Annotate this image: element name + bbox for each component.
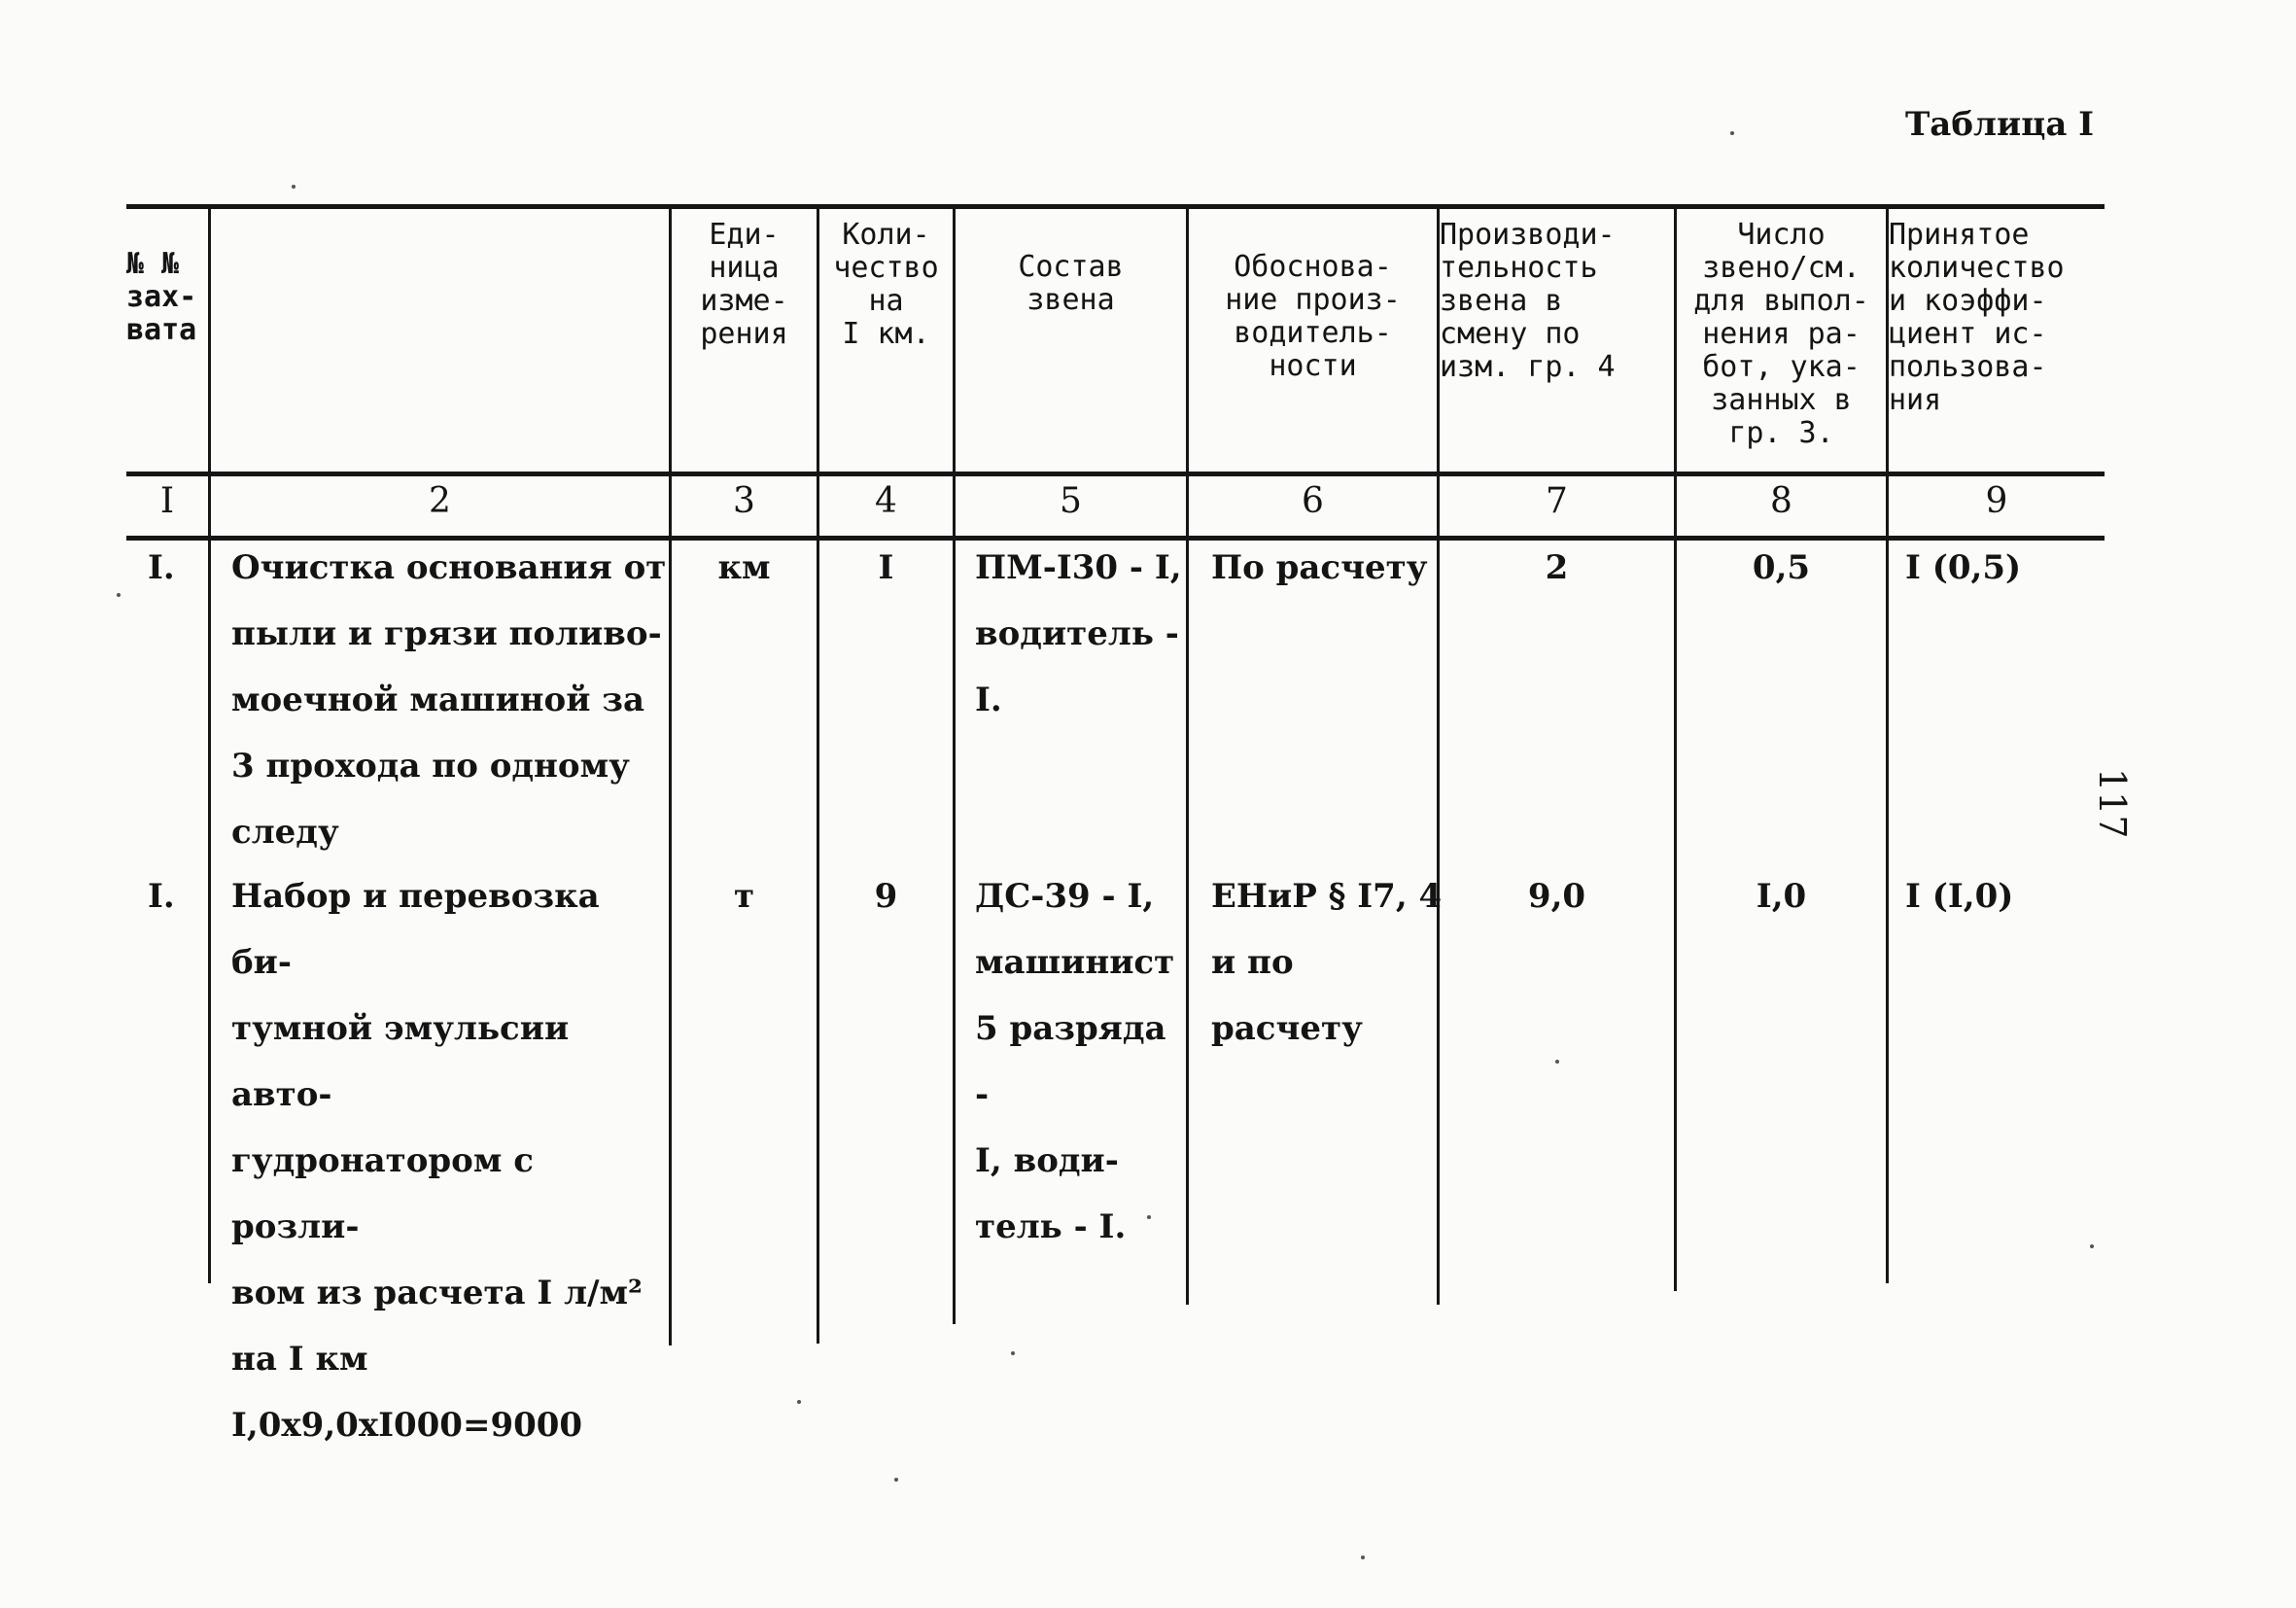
column-number: 2 <box>429 481 451 521</box>
scan-speck <box>292 185 296 189</box>
scan-speck <box>117 593 121 597</box>
column-divider <box>817 206 819 1344</box>
accepted-value: I (I,0) <box>1905 877 2014 916</box>
header-quantity: Коли- чество на I км. <box>833 218 939 351</box>
scan-speck <box>1147 1215 1151 1219</box>
header-shifts: Число звено/см. для выпол- нения ра- бот, ука- занных в гр. 3. <box>1693 218 1869 450</box>
productivity-value: 2 <box>1545 548 1569 587</box>
work-description: Очистка основания от пыли и грязи поливо- моечной машиной за 3 прохода по одному следу <box>231 548 667 852</box>
quantity-value: I <box>878 548 894 587</box>
column-number: 8 <box>1770 481 1792 521</box>
header-bottom-rule <box>126 472 2105 476</box>
scan-speck <box>2090 1244 2094 1248</box>
crew-value: ПМ-I30 - I, водитель - I. <box>975 548 1182 719</box>
accepted-value: I (0,5) <box>1905 548 2022 587</box>
productivity-value: 9,0 <box>1527 877 1586 916</box>
column-number: 5 <box>1060 481 1082 521</box>
column-divider <box>669 206 672 1346</box>
column-number: 6 <box>1302 481 1324 521</box>
scan-speck <box>1555 1060 1559 1064</box>
unit-value: т <box>733 877 755 916</box>
column-number: 9 <box>1985 481 2008 521</box>
scan-speck <box>1361 1556 1365 1559</box>
header-unit: Еди- ница изме- рения <box>700 218 788 351</box>
scan-speck <box>894 1478 898 1482</box>
column-number: I <box>159 481 175 521</box>
shifts-value: I,0 <box>1756 877 1807 916</box>
basis-value: По расчету <box>1211 548 1428 587</box>
row-number: I. <box>148 877 175 916</box>
column-divider <box>208 206 211 1283</box>
scan-speck <box>1011 1351 1015 1355</box>
quantity-value: 9 <box>874 877 898 916</box>
header-accepted: Принятое количество и коэффи- циент ис- пользова- ния <box>1889 218 2065 417</box>
basis-value: ЕНиР § I7, 4 и по расчету <box>1211 877 1443 1048</box>
row-number: I. <box>148 548 175 587</box>
work-description: Набор и перевозка би- тумной эмульсии авто- гудронатором с розли- вом из расчета I л/м² на I км I,0x9,0xI000=9000 <box>231 877 643 1445</box>
column-number: 4 <box>875 481 897 521</box>
unit-value: км <box>717 548 771 587</box>
column-number: 3 <box>733 481 755 521</box>
header-capture-number: № № зах- вата <box>126 247 197 347</box>
crew-value: ДС-39 - I, машинист 5 разряда - I, води- тель - I. <box>975 877 1175 1246</box>
scan-speck <box>1730 131 1734 135</box>
header-crew: Состав звена <box>1018 250 1124 317</box>
top-rule <box>126 204 2105 209</box>
shifts-value: 0,5 <box>1752 548 1811 587</box>
column-divider <box>953 206 956 1324</box>
scan-speck <box>797 1400 801 1404</box>
table-caption: Таблица I <box>1905 105 2095 144</box>
side-page-mark: 117 <box>2091 768 2134 839</box>
header-basis: Обоснова- ние произ- водитель- ности <box>1225 250 1401 383</box>
column-number: 7 <box>1546 481 1568 521</box>
header-productivity: Производи- тельность звена в смену по изм. гр. 4 <box>1440 218 1616 384</box>
